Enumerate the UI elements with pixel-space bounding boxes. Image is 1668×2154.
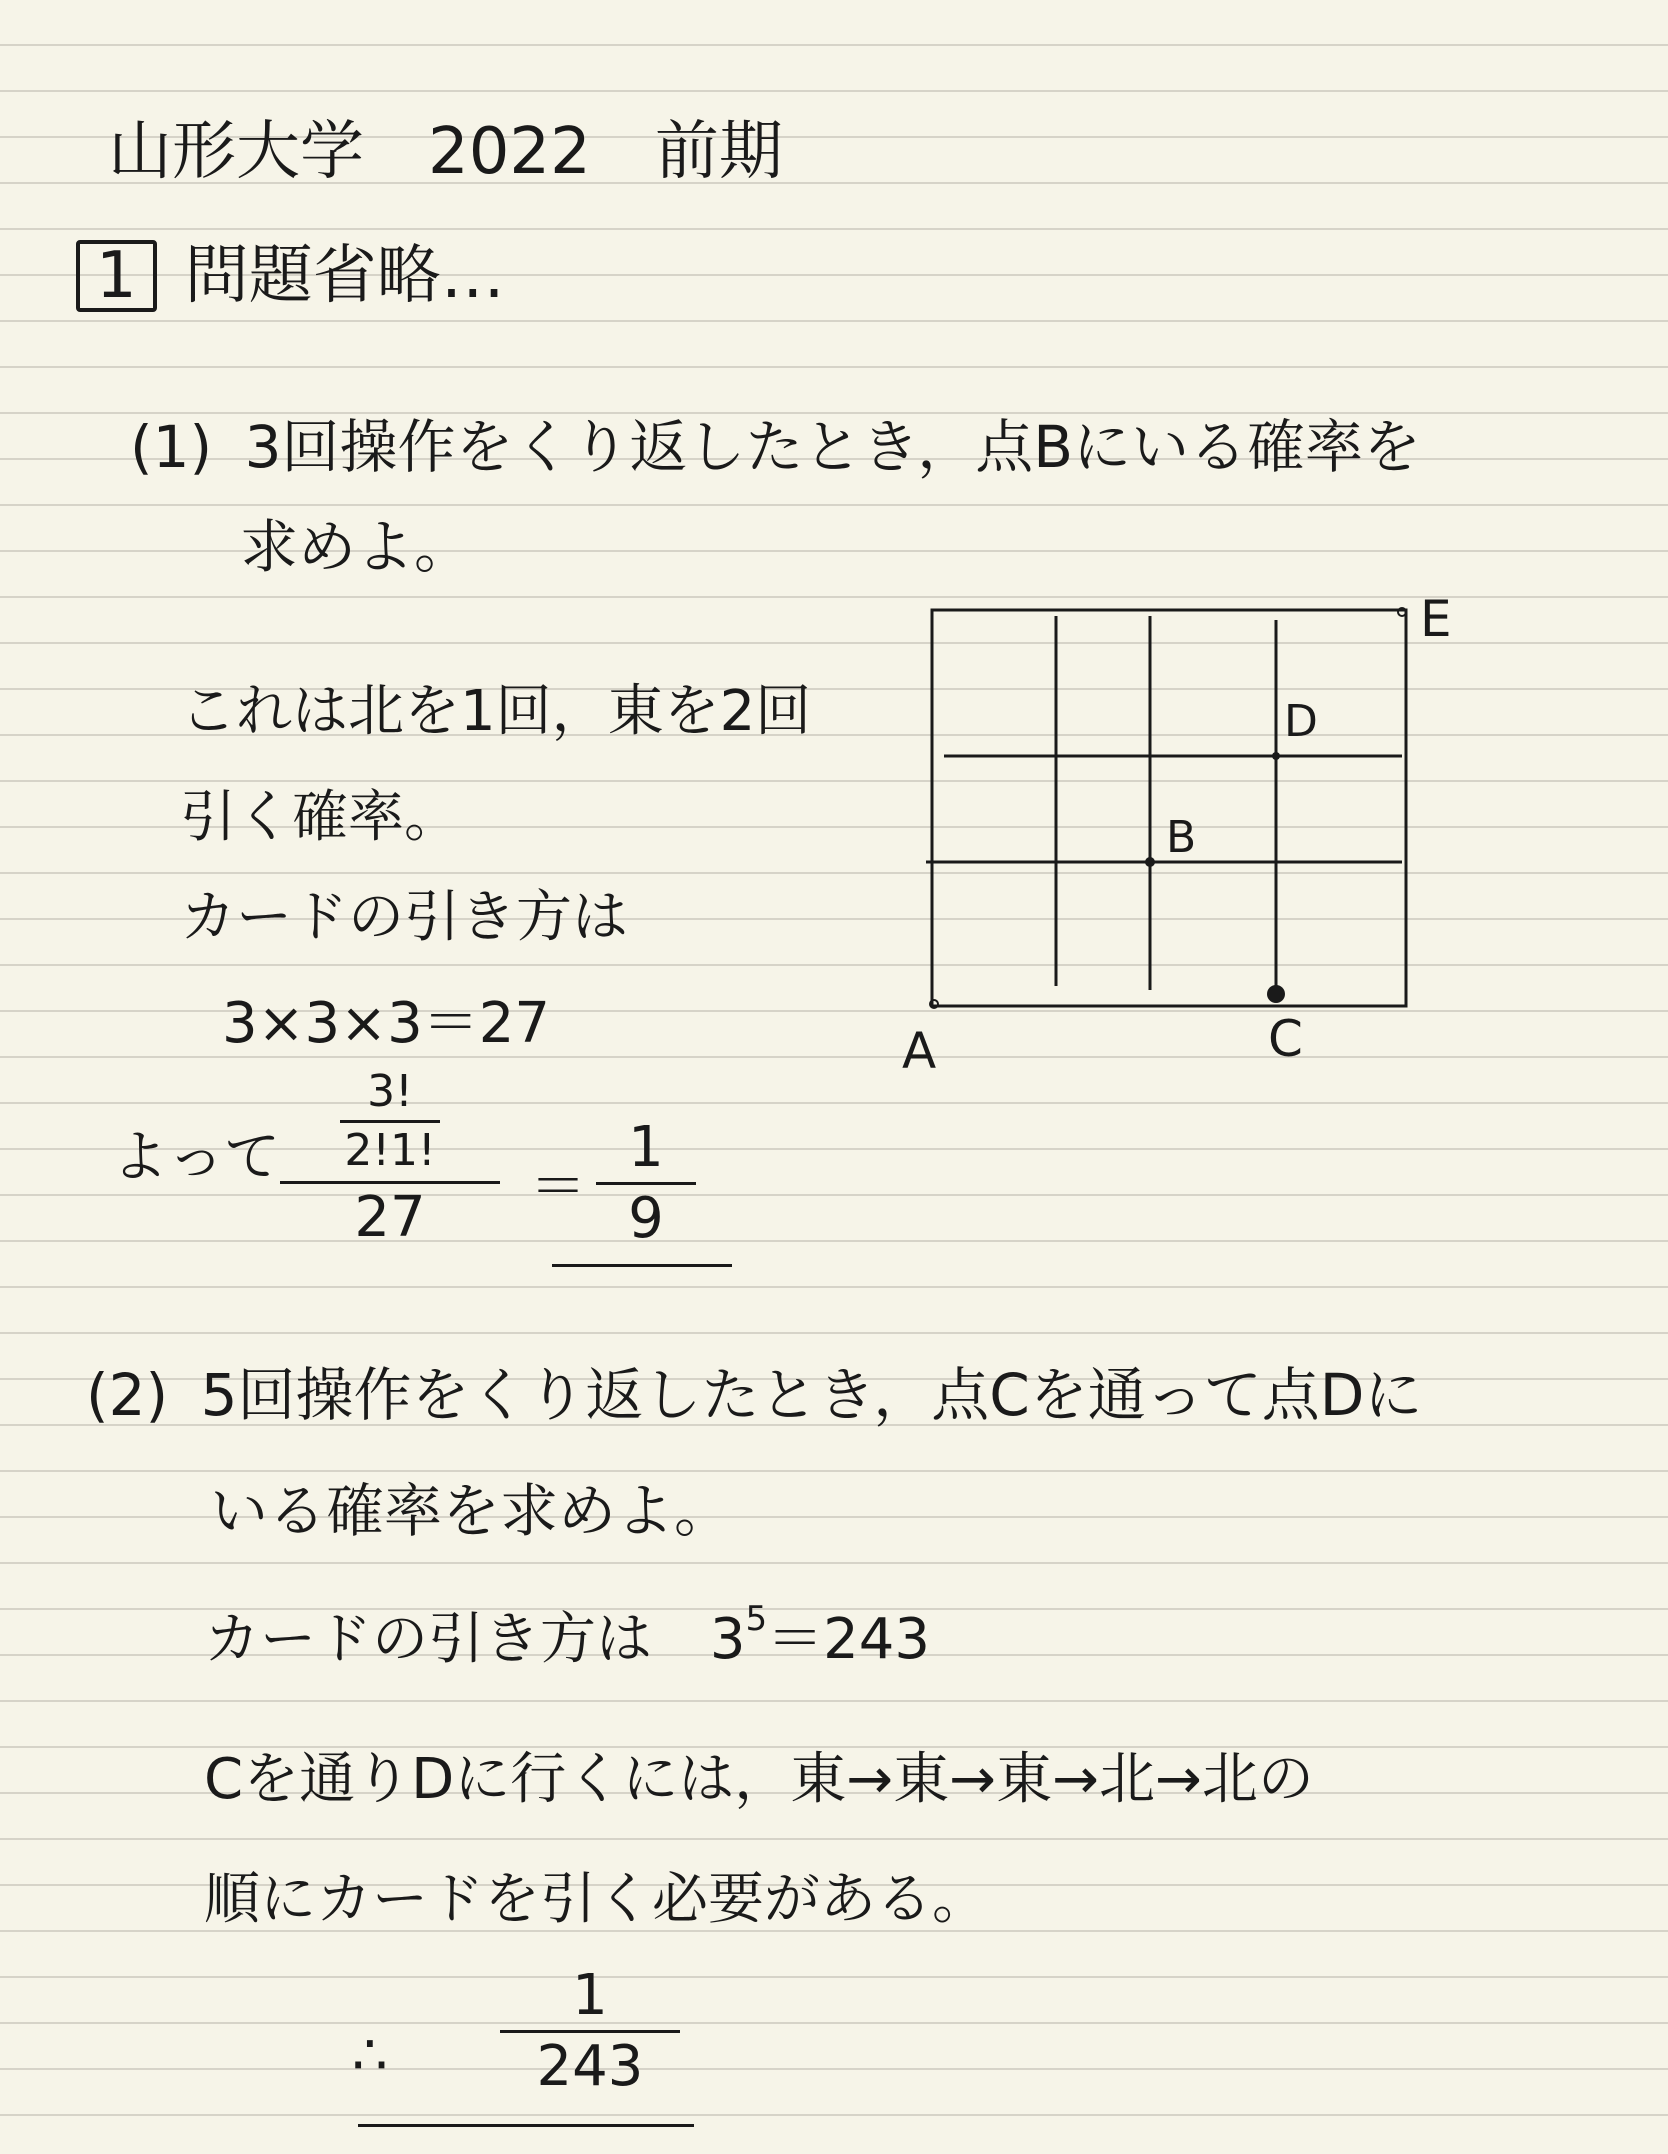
part2-route-line2: 順にカードを引く必要がある。 <box>204 1867 988 1932</box>
answer1-numerator: 1 <box>628 1115 664 1180</box>
answer2-underline <box>358 2124 694 2127</box>
answer2-fraction <box>500 1963 680 2099</box>
part2-label: (2) <box>86 1361 169 1429</box>
answer2-numerator: 1 <box>572 1963 608 2028</box>
comb-inner-fraction <box>340 1066 440 1176</box>
grid-border <box>932 610 1406 1006</box>
part1-question-text: 3回操作をくり返したとき，点Bにいる確率を <box>244 413 1421 481</box>
answer1-underline <box>552 1264 732 1267</box>
point-d-marker <box>1272 752 1280 760</box>
label-e: E <box>1420 590 1452 648</box>
therefore-symbol: ∴ <box>352 2023 388 2088</box>
grid-diagram <box>860 580 1500 1100</box>
problem-statement: 問題省略… <box>184 239 505 313</box>
part2-ways <box>204 1599 930 1672</box>
label-b: B <box>1166 812 1197 863</box>
answer2-bar <box>500 2030 680 2033</box>
label-a: A <box>902 1022 937 1080</box>
part1-work-line2: 引く確率。 <box>180 785 460 850</box>
combination-fraction <box>280 1066 500 1250</box>
comb-denominator: 2!1! <box>344 1125 436 1176</box>
problem-number: 1 <box>76 240 157 312</box>
so-label: よって <box>112 1125 280 1190</box>
page-title: 山形大学 2022 前期 <box>108 115 783 189</box>
part2-ways-base: 3 <box>709 1607 746 1672</box>
part2-ways-label: カードの引き方は <box>204 1607 652 1672</box>
point-c-marker <box>1267 985 1285 1003</box>
answer1-denominator: 9 <box>628 1186 664 1251</box>
part2-ways-rest: ＝243 <box>767 1607 930 1672</box>
part2-question-text: 5回操作をくり返したとき，点Cを通って点Dに <box>200 1361 1423 1429</box>
part1-question-line2: 求めよ。 <box>240 513 473 581</box>
comb-numerator: 3! <box>367 1066 413 1117</box>
part1-question-line1 <box>130 413 1421 481</box>
fraction-denominator: 27 <box>354 1185 426 1250</box>
part1-work-line1: これは北を1回，東を2回 <box>180 679 812 744</box>
part2-route-line1: Cを通りDに行くには，東→東→東→北→北の <box>204 1747 1314 1812</box>
point-b-marker <box>1145 857 1155 867</box>
answer2-denominator: 243 <box>536 2034 644 2099</box>
answer1-bar <box>596 1182 696 1185</box>
part1-work-line4: 3×3×3＝27 <box>222 991 550 1056</box>
comb-inner-bar <box>340 1120 440 1123</box>
part2-ways-exp: 5 <box>745 1599 768 1639</box>
part1-work-line3: カードの引き方は <box>180 885 628 950</box>
label-c: C <box>1268 1010 1303 1068</box>
part2-question-line2: いる確率を求めよ。 <box>210 1477 733 1545</box>
equals-sign: ＝ <box>530 1155 586 1220</box>
answer1-fraction <box>596 1115 696 1251</box>
part2-question-line1 <box>86 1361 1423 1429</box>
fraction-bar <box>280 1181 500 1184</box>
problem-header <box>76 240 505 312</box>
part1-label: (1) <box>130 413 213 481</box>
label-d: D <box>1284 696 1318 747</box>
